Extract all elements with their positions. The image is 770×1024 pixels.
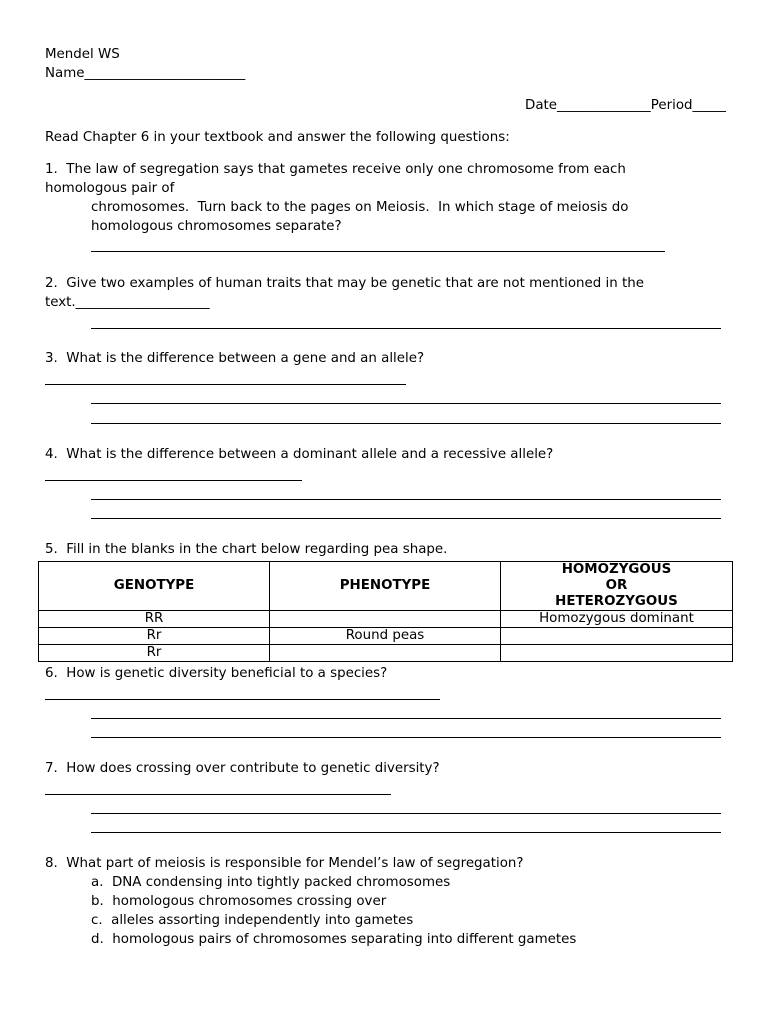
instructions: Read Chapter 6 in your textbook and answer the following questions: <box>45 130 510 145</box>
question-1-text-cont: chromosomes. Turn back to the pages on Meiosis. In which stage of meiosis do <box>91 200 629 215</box>
option-d: d. homologous pairs of chromosomes separating into different gametes <box>91 932 577 947</box>
question-7-text: 7. How does crossing over contribute to genetic diversity? <box>45 761 440 776</box>
name-line: Name________________________ <box>45 66 246 81</box>
date-period-line: Date______________Period_____ <box>525 98 726 113</box>
question-5-text: 5. Fill in the blanks in the chart below regarding pea shape. <box>45 542 448 557</box>
question-8-text: 8. What part of meiosis is responsible for Mendel’s law of segregation? <box>45 856 524 871</box>
answer-line <box>91 718 721 719</box>
question-4-text: 4. What is the difference between a dominant allele and a recessive allele? <box>45 447 554 462</box>
table-row <box>39 645 733 662</box>
zygosity-cell: Homozygous dominant <box>501 611 733 628</box>
answer-line <box>91 251 665 252</box>
question-3-text: 3. What is the difference between a gene and an allele? <box>45 351 425 366</box>
table-row <box>39 628 733 645</box>
question-2-text-cont: text.____________________ <box>45 295 210 310</box>
question-6-text: 6. How is genetic diversity beneficial to a species? <box>45 666 388 681</box>
option-c: c. alleles assorting independently into gametes <box>91 913 414 928</box>
answer-line <box>45 384 406 385</box>
phenotype-cell[interactable] <box>270 611 501 628</box>
answer-line <box>91 423 721 424</box>
zygosity-header: HOMOZYGOUS OR HETEROZYGOUS <box>501 562 733 611</box>
phenotype-cell[interactable] <box>270 645 501 662</box>
genotype-cell: Rr <box>39 628 270 645</box>
zygosity-cell[interactable] <box>501 645 733 662</box>
option-b: b. homologous chromosomes crossing over <box>91 894 387 909</box>
answer-line <box>91 328 721 329</box>
chart-header-row <box>39 562 733 611</box>
worksheet-title: Mendel WS <box>45 47 120 62</box>
question-1-text-cont: homologous chromosomes separate? <box>91 219 342 234</box>
answer-line <box>91 499 721 500</box>
question-2-text: 2. Give two examples of human traits that may be genetic that are not mentioned in the <box>45 276 644 291</box>
option-a: a. DNA condensing into tightly packed chromosomes <box>91 875 451 890</box>
answer-line <box>91 737 721 738</box>
answer-line <box>91 403 721 404</box>
genotype-cell: RR <box>39 611 270 628</box>
answer-line <box>45 480 302 481</box>
question-1-text: 1. The law of segregation says that gametes receive only one chromosome from each <box>45 162 626 177</box>
table-row <box>39 611 733 628</box>
phenotype-cell: Round peas <box>270 628 501 645</box>
pea-shape-chart <box>38 561 733 662</box>
question-1-text-cont: homologous pair of <box>45 181 175 196</box>
answer-line <box>91 813 721 814</box>
answer-line <box>45 794 391 795</box>
answer-line <box>91 518 721 519</box>
genotype-header: GENOTYPE <box>39 562 270 611</box>
answer-line <box>45 699 440 700</box>
zygosity-cell[interactable] <box>501 628 733 645</box>
answer-line <box>91 832 721 833</box>
phenotype-header: PHENOTYPE <box>270 562 501 611</box>
genotype-cell: Rr <box>39 645 270 662</box>
